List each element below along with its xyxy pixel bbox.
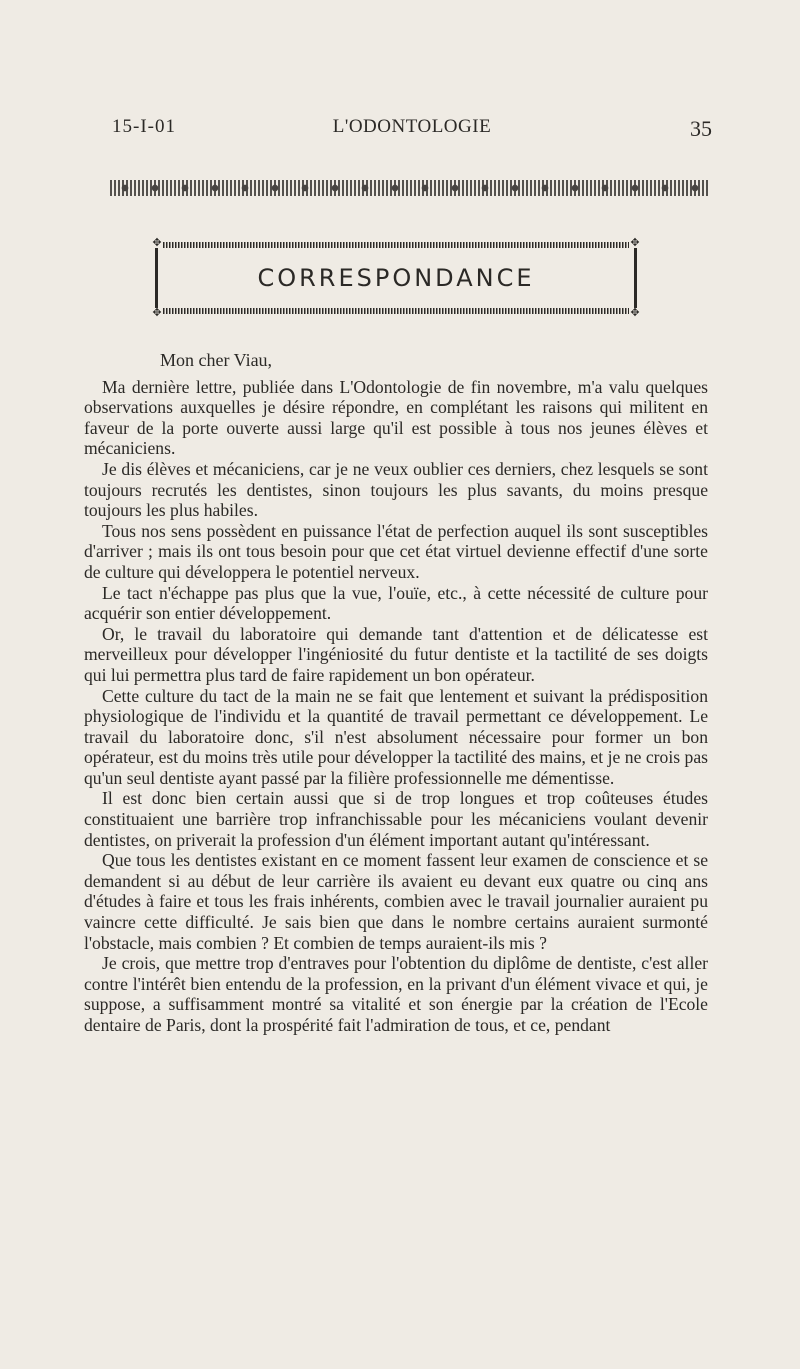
running-head xyxy=(112,116,712,146)
frame-bottom-rule xyxy=(163,308,629,314)
section-title-frame xyxy=(153,238,639,318)
letter-paragraph: Le tact n'échappe pas plus que la vue, l'ouïe, etc., à cette nécessité de culture pour acquérir son entier développement. xyxy=(84,582,708,624)
letter-paragraph: Que tous les dentistes existant en ce moment fassent leur examen de conscience et se demandent si au début de leur carrière ils avaient eu devant eux quatre ou cinq ans d'études à faire et tous les frais inhérents, combien avec le travail journalier auraient pu vaincre cette difficulté. Je sais bien que dans le nombre certains auraient surmonté l'obstacle, mais combien ? Et combien de temps auraient-ils mis ? xyxy=(84,850,708,953)
letter-paragraph: Je dis élèves et mécaniciens, car je ne veux oublier ces derniers, chez lesquels se sont toujours recrutés les dentistes, sinon toujours les plus savants, du moins presque toujours les plus habiles. xyxy=(84,458,708,521)
frame-corner-ornament-icon: ✥ xyxy=(630,306,640,319)
decorative-ornament-band xyxy=(110,180,710,196)
frame-top-rule xyxy=(163,242,629,248)
frame-corner-ornament-icon: ✥ xyxy=(152,236,162,249)
frame-corner-ornament-icon: ✥ xyxy=(152,306,162,319)
letter-paragraph: Tous nos sens possèdent en puissance l'état de perfection auquel ils sont susceptibles d'arriver ; mais ils ont tous besoin pour que cet état virtuel devienne effectif d'une sorte de culture qui développera le potentiel nerveux. xyxy=(84,520,708,582)
header-date: 15-I-01 xyxy=(112,116,176,137)
letter-paragraph: Or, le travail du laboratoire qui demande tant d'attention et de délicatesse est merveilleux pour développer l'ingéniosité du futur dentiste et la tactilité de ses doigts qui lui permettra plus tard de faire rapidement un bon opérateur. xyxy=(84,623,708,685)
letter-paragraph: Cette culture du tact de la main ne se fait que lentement et suivant la prédisposition physiologique de l'individu et la quantité de travail permettant ce développement. Le travail du laboratoire donc, s'il n'est absolument nécessaire pour former un bon opérateur, est du moins très utile pour développer la tactilité des mains, et je ne crois pas qu'un seul dentiste ayant passé par la filière professionnelle me démentisse. xyxy=(84,685,708,788)
header-journal-title: L'ODONTOLOGIE xyxy=(332,116,492,137)
section-title: CORRESPONDANCE xyxy=(257,264,535,292)
letter-salutation: Mon cher Viau, xyxy=(160,350,273,370)
letter-paragraph: Il est donc bien certain aussi que si de trop longues et trop coûteuses études constituaient une barrière trop infranchissable pour les mécaniciens voulant devenir dentistes, on priverait la profession d'un élément important autant qu'intéressant. xyxy=(84,788,708,850)
letter-paragraph: Je crois, que mettre trop d'entraves pour l'obtention du diplôme de dentiste, c'est aller contre l'intérêt bien entendu de la profession, en la privant d'un élément vivace et qui, je suppose, a suffisamment montré sa vitalité et son énergie par la création de l'Ecole dentaire de Paris, dont la prospérité fait l'admiration de tous, et ce, pendant xyxy=(84,953,708,1035)
letter-paragraph: Ma dernière lettre, publiée dans L'Odontologie de fin novembre, m'a valu quelques observations auxquelles je désire répondre, en complétant les raisons qui militent en faveur de la porte ouverte aussi large qu'il est possible à tous nos jeunes élèves et mécaniciens. xyxy=(84,376,708,459)
letter-body xyxy=(84,350,708,1036)
frame-corner-ornament-icon: ✥ xyxy=(630,236,640,249)
page-number: 35 xyxy=(690,116,712,141)
